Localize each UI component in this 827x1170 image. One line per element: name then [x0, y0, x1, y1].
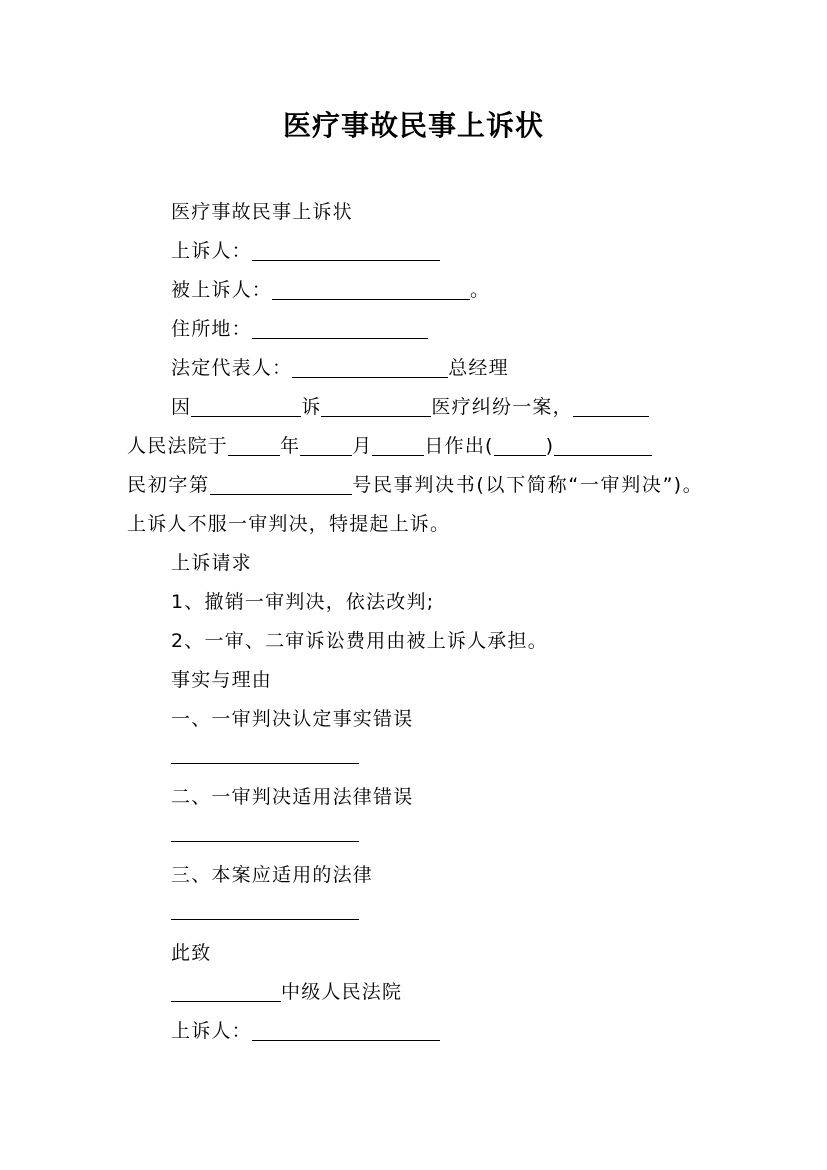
- address-blank: [252, 316, 428, 339]
- request-item-1: [127, 583, 703, 622]
- court-city-blank: [171, 979, 281, 1002]
- subtitle-line: [127, 193, 703, 232]
- requests-heading-text: 上诉请求: [171, 552, 252, 574]
- day-made: 日作出(: [424, 435, 494, 457]
- court-date-line: [127, 427, 703, 466]
- request-item-1-text: 1、撤销一审判决，依法改判;: [171, 591, 435, 613]
- fact-3-blank: [171, 897, 359, 920]
- fact-1-blank-line: [127, 739, 703, 778]
- appellant-label: 上诉人：: [171, 240, 252, 262]
- civil-judgment-line: [127, 466, 703, 544]
- civil-part2: 号民事判决书(以下简称“一审判决”)。上诉人不服一审判决，特提起上诉。: [127, 474, 703, 535]
- case-part1: 因: [171, 396, 192, 418]
- facts-heading-text: 事实与理由: [171, 669, 273, 691]
- day-blank: [372, 433, 424, 456]
- fact-item-2-text: 二、一审判决适用法律错误: [171, 786, 414, 808]
- appellee-label: 被上诉人：: [171, 279, 273, 301]
- appellant-line: [127, 232, 703, 271]
- appellee-blank: [272, 277, 470, 300]
- court-suffix: 中级人民法院: [281, 981, 403, 1003]
- requests-heading: [127, 544, 703, 583]
- year-blank: [228, 433, 280, 456]
- fact-item-1-text: 一、一审判决认定事实错误: [171, 708, 414, 730]
- paren-close: ): [545, 435, 555, 457]
- appellee-end: 。: [470, 279, 491, 301]
- month-label: 月: [352, 435, 373, 457]
- request-item-2: [127, 622, 703, 661]
- address-label: 住所地：: [171, 318, 252, 340]
- closing-text: 此致: [171, 942, 212, 964]
- fact-item-2: [127, 778, 703, 817]
- case-line: [127, 388, 703, 427]
- fact-item-3-text: 三、本案应适用的法律: [171, 864, 374, 886]
- case-part2: 诉: [301, 396, 322, 418]
- document-body: [127, 193, 703, 1051]
- legal-rep-line: [127, 349, 703, 388]
- subtitle-text: 医疗事故民事上诉状: [171, 201, 353, 223]
- year-label: 年: [280, 435, 301, 457]
- month-blank: [300, 433, 352, 456]
- appellant-signature-blank: [252, 1018, 440, 1041]
- court-part1: 人民法院于: [127, 435, 229, 457]
- paren-blank: [494, 433, 546, 456]
- fact-item-1: [127, 700, 703, 739]
- fact-item-3: [127, 856, 703, 895]
- plaintiff-blank: [191, 394, 301, 417]
- case-number-prefix-blank: [554, 433, 652, 456]
- appellee-line: [127, 271, 703, 310]
- address-line: [127, 310, 703, 349]
- court-name-blank: [573, 394, 649, 417]
- civil-number-blank: [210, 472, 352, 495]
- closing-line: [127, 934, 703, 973]
- fact-1-blank: [171, 741, 359, 764]
- appellant-signature-line: [127, 1012, 703, 1051]
- fact-2-blank-line: [127, 817, 703, 856]
- fact-3-blank-line: [127, 895, 703, 934]
- appellant-blank: [252, 238, 440, 261]
- legal-rep-blank: [292, 355, 448, 378]
- court-addressee-line: [127, 973, 703, 1012]
- appellant-signature-label: 上诉人：: [171, 1020, 252, 1042]
- facts-heading: [127, 661, 703, 700]
- fact-2-blank: [171, 819, 359, 842]
- civil-part1: 民初字第: [127, 474, 210, 496]
- document-title: 医疗事故民事上诉状: [282, 109, 544, 142]
- request-item-2-text: 2、一审、二审诉讼费用由被上诉人承担。: [171, 630, 548, 652]
- defendant-blank: [321, 394, 431, 417]
- case-part3: 医疗纠纷一案，: [431, 396, 573, 418]
- legal-rep-label: 法定代表人：: [171, 357, 293, 379]
- legal-rep-suffix: 总经理: [448, 357, 509, 379]
